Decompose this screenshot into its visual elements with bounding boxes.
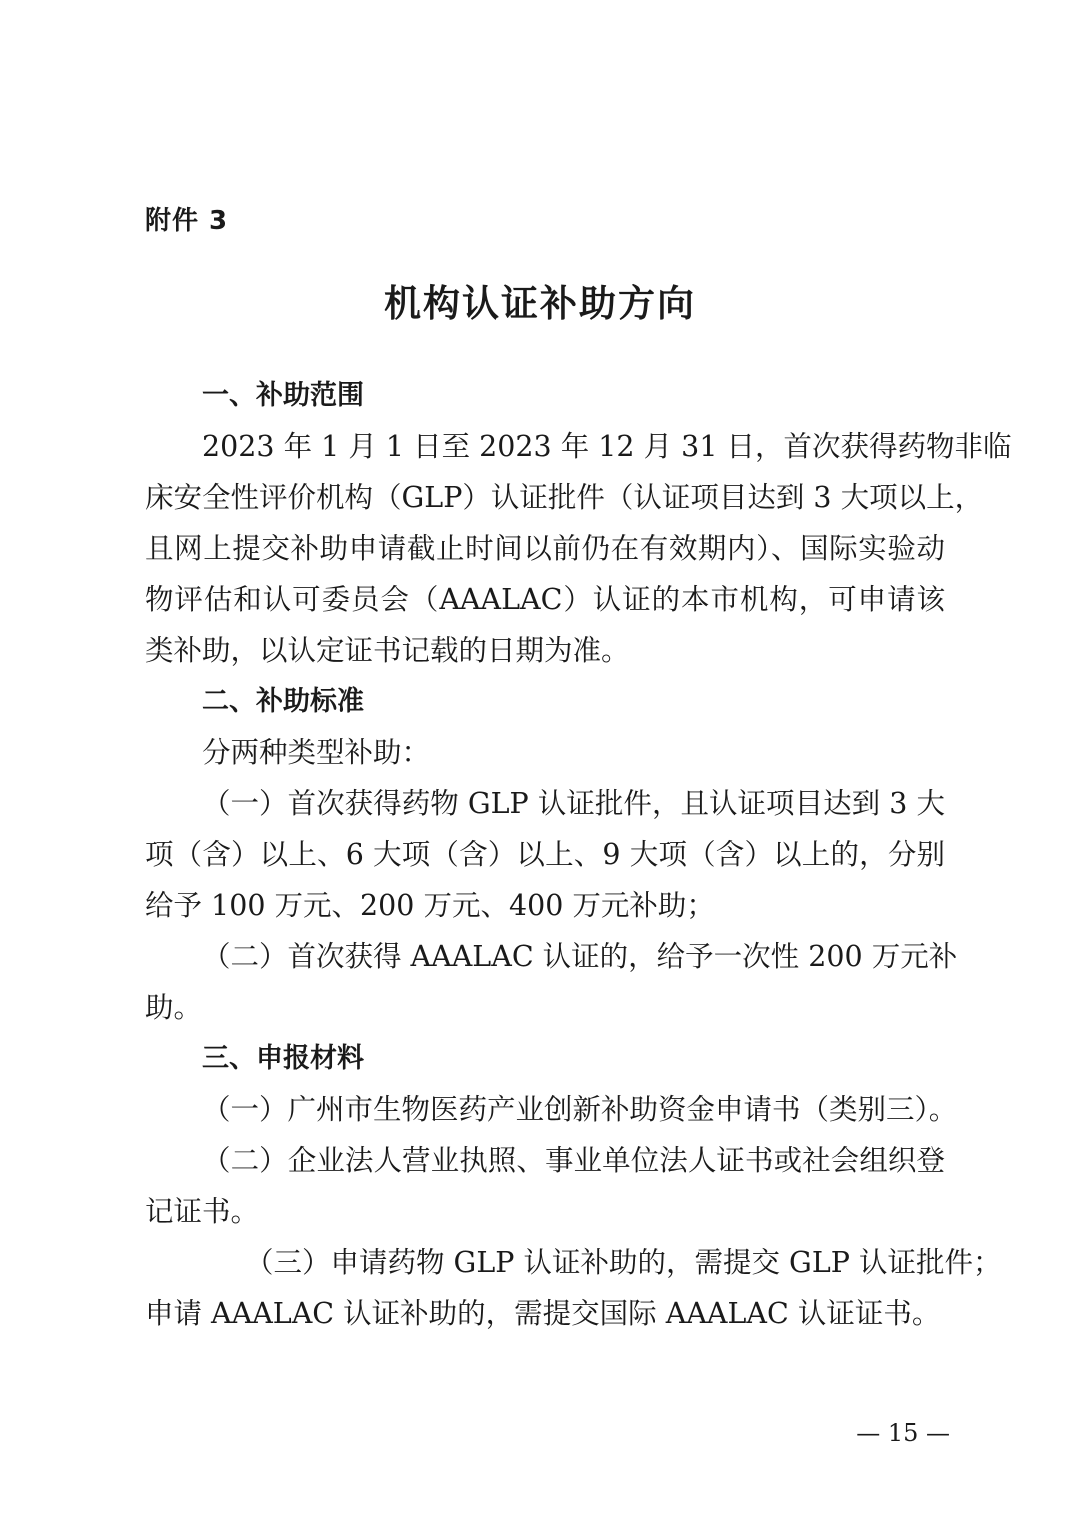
paragraph-line: 类补助，以认定证书记载的日期为准。 bbox=[145, 634, 630, 667]
list-item-line: （三）申请药物 GLP 认证补助的，需提交 GLP 认证批件； bbox=[245, 1246, 1002, 1279]
section-heading-standard: 二、补助标准 bbox=[202, 686, 364, 717]
paragraph-line: 床安全性评价机构（GLP）认证批件（认证项目达到 3 大项以上， bbox=[145, 481, 984, 514]
attachment-label: 附件 3 bbox=[145, 206, 229, 236]
list-item-line: （二）企业法人营业执照、事业单位法人证书或社会组织登 bbox=[202, 1144, 945, 1177]
list-item-line: 给予 100 万元、200 万元、400 万元补助； bbox=[145, 889, 715, 922]
list-item-line: 申请 AAALAC 认证补助的，需提交国际 AAALAC 认证证书。 bbox=[145, 1297, 941, 1330]
list-item-line: （一）广州市生物医药产业创新补助资金申请书（类别三）。 bbox=[202, 1093, 958, 1126]
list-item-line: （一）首次获得药物 GLP 认证批件，且认证项目达到 3 大 bbox=[202, 787, 945, 820]
section-heading-scope: 一、补助范围 bbox=[202, 380, 364, 411]
list-item-line: 项（含）以上、6 大项（含）以上、9 大项（含）以上的，分别 bbox=[145, 838, 945, 871]
paragraph-line: 2023 年 1 月 1 日至 2023 年 12 月 31 日，首次获得药物非临 bbox=[202, 430, 1012, 463]
paragraph-line: 分两种类型补助： bbox=[202, 736, 431, 769]
paragraph-line: 且网上提交补助申请截止时间以前仍在有效期内）、国际实验动 bbox=[145, 532, 945, 565]
page-number: — 15 — bbox=[856, 1419, 950, 1447]
list-item-line: 记证书。 bbox=[145, 1195, 260, 1228]
list-item-line: 助。 bbox=[145, 991, 203, 1024]
paragraph-line: 物评估和认可委员会（AAALAC）认证的本市机构，可申请该 bbox=[145, 583, 945, 616]
page-title: 机构认证补助方向 bbox=[384, 282, 696, 325]
list-item-line: （二）首次获得 AAALAC 认证的，给予一次性 200 万元补 bbox=[202, 940, 958, 973]
document-body bbox=[145, 370, 1012, 1339]
section-heading-materials: 三、申报材料 bbox=[202, 1043, 364, 1074]
